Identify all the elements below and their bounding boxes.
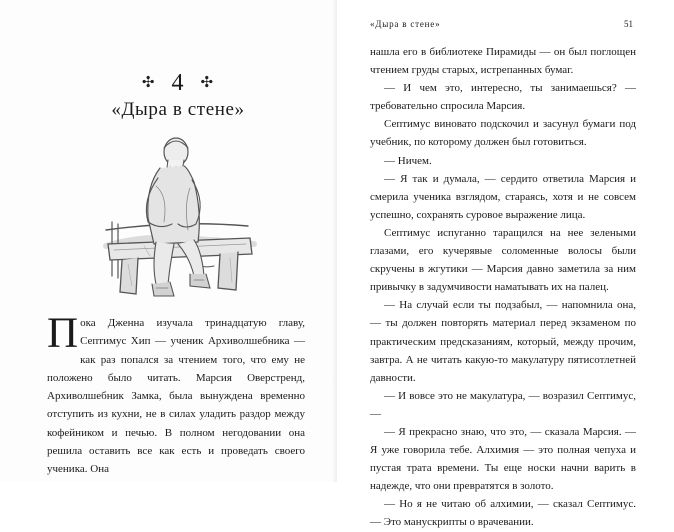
ornament-left-icon: ✣ [141,75,156,91]
paragraph: — Ничем. [384,154,432,167]
chapter-number-line [60,70,296,96]
paragraph: — Но я не читаю об алхимии, — сказал Септимус. — Это манускрипты о врачевании. [370,498,636,529]
paragraph: — И вовсе это не макулатура, — возразил Септимус, — [370,389,636,420]
right-page [337,0,674,529]
paragraph: — Я так и думала, — сердито ответила Марсия и смерила ученика взглядом, стараясь, хотя и не совсем успешно, сохранять суровое выражение лица. [370,172,636,221]
drop-cap-letter: П [47,310,79,357]
paragraph: Септимус виновато подскочил и засунул бумаги под учебник, по которому должен был готовиться. [370,118,636,149]
chapter-number: 4 [171,70,185,96]
left-page [0,0,337,482]
opening-paragraph: ока Дженна изучала тринадцатую главу, Септимус Хип — ученик Архиволшебника — как раз попался за чтением того, что ему не положено было читать. Марсия Оверстренд, Архиволшебник Замка, была вынуждена временно отступить из кухни, не в силах уладить раздор между кофейником и печью. В полном негодовании она решила оставить все как есть и проведать своего ученика. Она [47,317,305,476]
ornament-right-icon: ✣ [200,75,215,91]
running-head: «Дыра в стене» [370,19,441,29]
paragraph: — Я прекрасно знаю, что это, — сказала Марсия. — Я уже говорила тебе. Алхимия — это полная чепуха и пустая трата времени. Ты еще носки начни варить в надежде, что они превратятся в золото. [370,425,636,493]
chapter-opening-text [47,310,305,479]
paragraph: — На случай если ты подзабыл, — напомнила она, — ты должен повторять материал перед экзаменом по практическим предсказаниям, который, между прочим, завтра. А не читать какую-то макулатуру пятисотлетней давности. [370,299,636,384]
chapter-title: «Дыра в стене» [111,99,245,120]
page-number: 51 [624,19,633,29]
paragraph: нашла его в библиотеке Пирамиды — он был поглощен чтением груды старых, истрепанных бумаг. [370,46,636,77]
illustration-drawing [98,126,258,300]
right-page-text [370,43,636,532]
paragraph: Септимус испуганно таращился на нее зелеными глазами, его кучерявые соломенные волосы были скручены в жгутики — Марсия давно заметила за ним привычку в задумчивости наматывать их на палец. [370,226,636,294]
paragraph: — И чем это, интересно, ты занимаешься? — требовательно спросила Марсия. [370,82,636,113]
old-man-on-bench-illustration [98,126,258,300]
chapter-heading [60,70,296,122]
